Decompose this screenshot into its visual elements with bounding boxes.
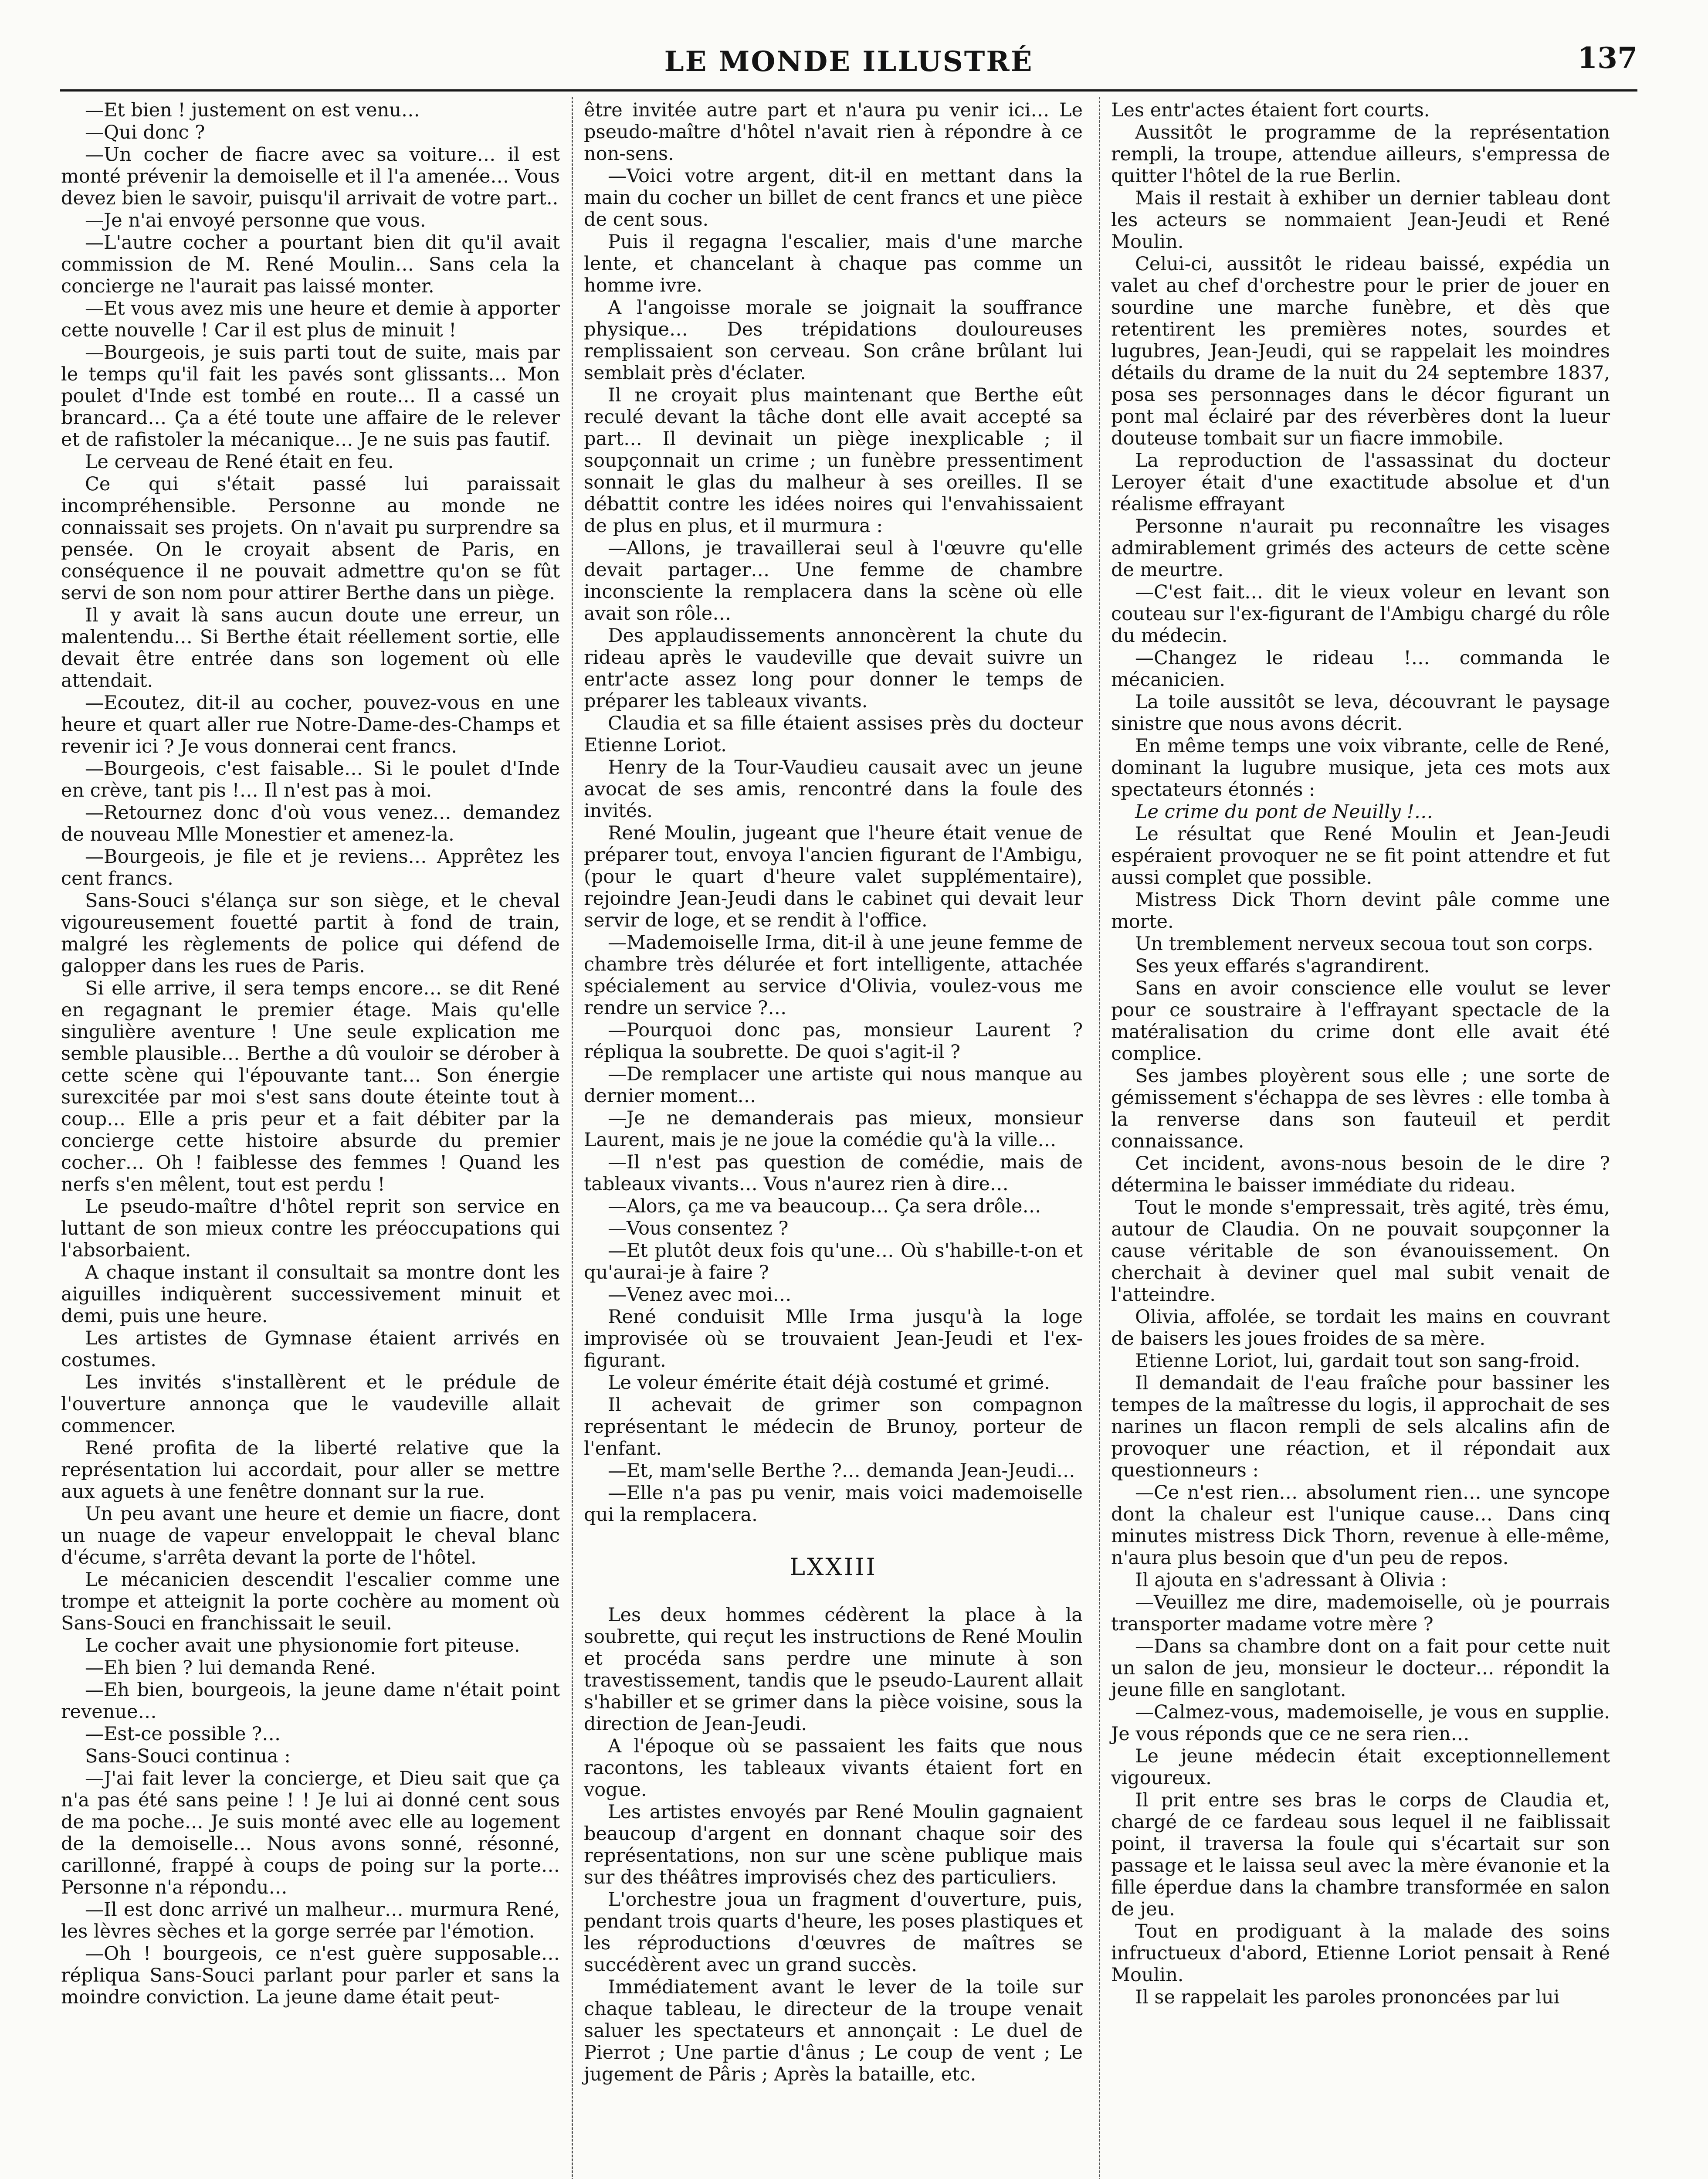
paragraph: —Et, mam'selle Berthe ?… demanda Jean-Jeudi…	[608, 1460, 1075, 1482]
paragraph: A l'angoisse morale se joignait la souffrance physique… Des trépidations douloureuses remplissaient son cerveau. Son crâne brûlant lui semblait près d'éclater.	[584, 297, 1083, 384]
paragraph: Puis il regagna l'escalier, mais d'une marche lente, et chancelant à chaque pas comme un homme ivre.	[584, 231, 1083, 296]
paragraph: —Et bien ! justement on est venu…	[85, 99, 420, 121]
paragraph: Mais il restait à exhiber un dernier tableau dont les acteurs se nommaient Jean-Jeudi et René Moulin.	[1111, 187, 1610, 253]
paragraph: —J'ai fait lever la concierge, et Dieu sait que ça n'a pas été sans peine ! ! Je lui ai donné cent sous de ma poche… Je suis monté avec elle au logement de la demoiselle… Nous avons sonné, résonné, carillonné, frappé à coups de poing sur la porte… Personne n'a répondu…	[61, 1768, 560, 1898]
paragraph: Sans-Souci s'élança sur son siège, et le cheval vigoureusement fouetté partit à fond de train, malgré les règlements de police qui défend de galopper dans les rues de Paris.	[61, 890, 560, 977]
page-header	[60, 40, 1637, 88]
paragraph: Il demandait de l'eau fraîche pour bassiner les tempes de la maîtresse du logis, il approchait de ses narines un flacon rempli de sels alcalins afin de provoquer une réaction, et il répondait aux questionneurs :	[1111, 1372, 1610, 1481]
paragraph: Le jeune médecin était exceptionnellement vigoureux.	[1111, 1745, 1610, 1789]
paragraph: —Bourgeois, je suis parti tout de suite, mais par le temps qu'il fait les pavés sont glissants… Mon poulet d'Inde est tombé en route… Il a cassé un brancard… Ça a été toute une affaire de le relever et de rafistoler la mécanique… Je ne suis pas fautif.	[61, 342, 560, 451]
header-rule	[60, 89, 1637, 92]
paragraph: —Qui donc ?	[85, 122, 205, 143]
paragraph: Le cocher avait une physionomie fort piteuse.	[85, 1635, 520, 1656]
paragraph: —Un cocher de fiacre avec sa voiture… il est monté prévenir la demoiselle et il l'a amenée… Vous devez bien le savoir, puisqu'il arrivait de votre part..	[61, 144, 560, 209]
paragraph: —Alors, ça me va beaucoup… Ça sera drôle…	[608, 1195, 1041, 1217]
paragraph: —C'est fait… dit le vieux voleur en levant son couteau sur l'ex-figurant de l'Ambigu chargé du rôle du médecin.	[1111, 581, 1610, 647]
paragraph: —Il n'est pas question de comédie, mais de tableaux vivants… Vous n'aurez rien à dire…	[584, 1151, 1083, 1195]
paragraph: —Eh bien ? lui demanda René.	[85, 1657, 376, 1679]
paragraph: —Changez le rideau !… commanda le mécanicien.	[1111, 647, 1610, 691]
paragraph: Il prit entre ses bras le corps de Claudia et, chargé de ce fardeau sous lequel il ne faiblissait point, il traversa la foule qui s'écartait sur son passage et le laissa seul avec la mère évanonie et la fille éperdue dans la chambre transformée en salon de jeu.	[1111, 1789, 1610, 1920]
paragraph: —Bourgeois, c'est faisable… Si le poulet d'Inde en crève, tant pis !… Il n'est pas à moi.	[61, 758, 560, 801]
page-number: 137	[1577, 41, 1637, 75]
paragraph: —Allons, je travaillerai seul à l'œuvre qu'elle devait partager… Une femme de chambre inconsciente la remplacera dans la scène où elle avait son rôle…	[584, 537, 1083, 625]
paragraph: Le mécanicien descendit l'escalier comme une trompe et atteignit la porte cochère au moment où Sans-Souci en franchissait le seuil.	[61, 1569, 560, 1634]
paragraph: Celui-ci, aussitôt le rideau baissé, expédia un valet au chef d'orchestre pour le prier de jouer en sourdine une marche funèbre, et dès que retentirent les premières notes, sourdes et lugubres, Jean-Jeudi, qui se rappelait les moindres détails du drame de la nuit du 24 septembre 1837, posa ses personnages dans le décor figurant un pont mal éclairé par des réverbères dont la lueur douteuse tombait sur un fiacre immobile.	[1111, 253, 1610, 449]
paragraph: Il ajouta en s'adressant à Olivia :	[1135, 1569, 1447, 1591]
paragraph: René conduisit Mlle Irma jusqu'à la loge improvisée où se trouvaient Jean-Jeudi et l'ex-figurant.	[584, 1306, 1083, 1371]
paragraph: Aussitôt le programme de la représentation rempli, la troupe, attendue ailleurs, s'empressa de quitter l'hôtel de la rue Berlin.	[1111, 122, 1610, 187]
text-column-3	[1111, 99, 1610, 2009]
paragraph: —Et vous avez mis une heure et demie à apporter cette nouvelle ! Car il est plus de minuit !	[61, 298, 560, 341]
paragraph: Les entr'actes étaient fort courts.	[1111, 99, 1430, 121]
paragraph: —Ecoutez, dit-il au cocher, pouvez-vous en une heure et quart aller rue Notre-Dame-des-Champs et revenir ici ? Je vous donnerai cent francs.	[61, 692, 560, 757]
paragraph: Ses yeux effarés s'agrandirent.	[1135, 955, 1430, 977]
paragraph: Tout le monde s'empressait, très agité, très ému, autour de Claudia. On ne pouvait soupçonner la cause véritable de son évanouissement. On cherchait à deviner quel mal subit venait de l'atteindre.	[1111, 1197, 1610, 1306]
paragraph: Sans-Souci continua :	[85, 1745, 291, 1767]
paragraph: Le pseudo-maître d'hôtel reprit son service en luttant de son mieux contre les préoccupations qui l'absorbaient.	[61, 1196, 560, 1261]
column-separator-2	[1099, 97, 1100, 2179]
paragraph: —Je n'ai envoyé personne que vous.	[85, 210, 426, 231]
paragraph: Mistress Dick Thorn devint pâle comme une morte.	[1111, 889, 1610, 933]
paragraph: A l'époque où se passaient les faits que nous racontons, les tableaux vivants étaient fort en vogue.	[584, 1735, 1083, 1801]
paragraph: —Et plutôt deux fois qu'une… Où s'habille-t-on et qu'aurai-je à faire ?	[584, 1240, 1083, 1283]
paragraph: Il achevait de grimer son compagnon représentant le médecin de Brunoy, porteur de l'enfant.	[584, 1394, 1083, 1459]
paragraph: Cet incident, avons-nous besoin de le dire ? détermina le baisser immédiate du rideau.	[1111, 1153, 1610, 1196]
paragraph: —Venez avec moi…	[608, 1284, 792, 1306]
paragraph: Des applaudissements annoncèrent la chute du rideau après le vaudeville que devait suivre un entr'acte assez long pour donner le temps de préparer les tableaux vivants.	[584, 625, 1083, 712]
column-separator-1	[572, 97, 573, 2179]
paragraph: —Ce n'est rien… absolument rien… une syncope dont la chaleur est l'unique cause… Dans cinq minutes mistress Dick Thorn, revenue à elle-même, n'aura plus besoin que d'un peu de repos.	[1111, 1482, 1610, 1569]
paragraph: Claudia et sa fille étaient assises près du docteur Etienne Loriot.	[584, 713, 1083, 756]
paragraph: La toile aussitôt se leva, découvrant le paysage sinistre que nous avons décrit.	[1111, 691, 1610, 735]
paragraph: Les artistes envoyés par René Moulin gagnaient beaucoup d'argent en donnant chaque soir des représentations, non sur une scène publique mais sur des théâtres improvisés chez des particuliers.	[584, 1801, 1083, 1888]
paragraph: —Calmez-vous, mademoiselle, je vous en supplie. Je vous réponds que ce ne sera rien…	[1111, 1701, 1610, 1745]
paragraph: Le résultat que René Moulin et Jean-Jeudi espéraient provoquer ne se fit point attendre et fut aussi complet que possible.	[1111, 823, 1610, 889]
paragraph: —Bourgeois, je file et je reviens… Apprêtez les cent francs.	[61, 846, 560, 889]
paragraph: —L'autre cocher a pourtant bien dit qu'il avait commission de M. René Moulin… Sans cela la concierge ne l'aurait pas laissé monter.	[61, 232, 560, 297]
paragraph: Les invités s'installèrent et le prédule de l'ouverture annonça que le vaudeville allait commencer.	[61, 1371, 560, 1437]
paragraph: Ce qui s'était passé lui paraissait incompréhensible. Personne au monde ne connaissait ses projets. On n'avait pu surprendre sa pensée. On le croyait absent de Paris, en conséquence il ne pouvait admettre qu'on se fût servi de son nom pour attirer Berthe dans un piège.	[61, 473, 560, 604]
paragraph: Henry de la Tour-Vaudieu causait avec un jeune avocat de ses amis, rencontré dans la foule des invités.	[584, 757, 1083, 822]
paragraph: René profita de la liberté relative que la représentation lui accordait, pour aller se mettre aux aguets à une fenêtre donnant sur la rue.	[61, 1437, 560, 1503]
paragraph: —Est-ce possible ?…	[85, 1723, 281, 1745]
paragraph: L'orchestre joua un fragment d'ouverture, puis, pendant trois quarts d'heure, les poses plastiques et les réproductions d'œuvres de maîtres se succédèrent avec un grand succès.	[584, 1889, 1083, 1976]
paragraph: —Mademoiselle Irma, dit-il à une jeune femme de chambre très délurée et fort intelligente, attachée spécialement au service d'Olivia, voulez-vous me rendre un service ?…	[584, 932, 1083, 1019]
paragraph: Un peu avant une heure et demie un fiacre, dont un nuage de vapeur enveloppait le cheval blanc d'écume, s'arrêta devant la porte de l'hôtel.	[61, 1503, 560, 1568]
italic-exclamation: Le crime du pont de Neuilly !…	[1135, 801, 1433, 823]
paragraph: Il ne croyait plus maintenant que Berthe eût reculé devant la tâche dont elle avait accepté sa part… Il devinait un piège inexplicable ; il soupçonnait un crime ; un funèbre pressentiment sonnait le glas du malheur à ses oreilles. Il se débattit contre les idées noires qui l'envahissaient de plus en plus, et il murmura :	[584, 384, 1083, 537]
paragraph: Les deux hommes cédèrent la place à la soubrette, qui reçut les instructions de René Moulin et procéda sans perdre une minute à son travestissement, tandis que le pseudo-Laurent allait s'habiller et se grimer dans la pièce voisine, sous la direction de Jean-Jeudi.	[584, 1604, 1083, 1735]
paragraph: —Veuillez me dire, mademoiselle, où je pourrais transporter madame votre mère ?	[1111, 1592, 1610, 1635]
paragraph: Il se rappelait les paroles prononcées par lui	[1135, 1986, 1560, 2008]
paragraph: —Eh bien, bourgeois, la jeune dame n'était point revenue…	[61, 1679, 560, 1723]
masthead-title: LE MONDE ILLUSTRÉ	[664, 45, 1034, 78]
text-column-1	[61, 99, 560, 2009]
paragraph: Ses jambes ployèrent sous elle ; une sorte de gémissement s'échappa de ses lèvres : elle tomba à la renverse dans son fauteuil et perdit connaissance.	[1111, 1065, 1610, 1152]
paragraph: Personne n'aurait pu reconnaître les visages admirablement grimés des acteurs de cette scène de meurtre.	[1111, 516, 1610, 581]
paragraph: En même temps une voix vibrante, celle de René, dominant la lugubre musique, jeta ces mots aux spectateurs étonnés :	[1111, 735, 1610, 801]
paragraph: Immédiatement avant le lever de la toile sur chaque tableau, le directeur de la troupe venait saluer les spectateurs et annonçait : Le duel de Pierrot ; Une partie d'ânus ; Le coup de vent ; Le jugement de Pâris ; Après la bataille, etc.	[584, 1976, 1083, 2085]
paragraph: Le cerveau de René était en feu.	[85, 451, 394, 473]
paragraph: —Pourquoi donc pas, monsieur Laurent ? répliqua la soubrette. De quoi s'agit-il ?	[584, 1019, 1083, 1063]
paragraph: —Voici votre argent, dit-il en mettant dans la main du cocher un billet de cent francs et une pièce de cent sous.	[584, 165, 1083, 231]
paragraph: Il y avait là sans aucun doute une erreur, un malentendu… Si Berthe était réellement sortie, elle devait être entrée dans son logement où elle attendait.	[61, 604, 560, 692]
paragraph: être invitée autre part et n'aura pu venir ici… Le pseudo-maître d'hôtel n'avait rien à répondre à ce non-sens.	[584, 99, 1083, 165]
paragraph: —Oh ! bourgeois, ce n'est guère supposable… répliqua Sans-Souci parlant pour parler et sans la moindre conviction. La jeune dame était peut-	[61, 1943, 560, 2008]
paragraph: A chaque instant il consultait sa montre dont les aiguilles indiquèrent successivement minuit et demi, puis une heure.	[61, 1262, 560, 1327]
paragraph: René Moulin, jugeant que l'heure était venue de préparer tout, envoya l'ancien figurant de l'Ambigu, (pour le quart d'heure valet supplémentaire), rejoindre Jean-Jeudi dans le cabinet qui devait leur servir de loge, et se rendit à l'office.	[584, 822, 1083, 931]
paragraph: Olivia, affolée, se tordait les mains en couvrant de baisers les joues froides de sa mère.	[1111, 1306, 1610, 1350]
chapter-heading: LXXIII	[790, 1553, 877, 1581]
paragraph: Etienne Loriot, lui, gardait tout son sang-froid.	[1135, 1350, 1580, 1372]
paragraph: —De remplacer une artiste qui nous manque au dernier moment…	[584, 1063, 1083, 1107]
paragraph: —Retournez donc d'où vous venez… demandez de nouveau Mlle Monestier et amenez-la.	[61, 802, 560, 845]
paragraph: Sans en avoir conscience elle voulut se lever pour ce soustraire à l'effrayant spectacle de la matéralisation du crime dont elle avait été complice.	[1111, 977, 1610, 1065]
paragraph: Le voleur émérite était déjà costumé et grimé.	[608, 1372, 1051, 1394]
paragraph: La reproduction de l'assassinat du docteur Leroyer était d'une exactitude absolue et d'un réalisme effrayant	[1111, 450, 1610, 515]
text-column-2	[584, 99, 1083, 2086]
paragraph: —Elle n'a pas pu venir, mais voici mademoiselle qui la remplacera.	[584, 1482, 1083, 1526]
paragraph: —Il est donc arrivé un malheur… murmura René, les lèvres sèches et la gorge serrée par l'émotion.	[61, 1899, 560, 1942]
paragraph: Si elle arrive, il sera temps encore… se dit René en regagnant le premier étage. Mais qu'elle singulière aventure ! Une seule explication me semble plausible… Berthe a dû vouloir se dérober à cette scène qui l'épouvante tant… Son énergie surexcitée par moi s'est sans doute éteinte tout à coup… Elle a pris peur et a fait débiter par la concierge cette histoire absurde du premier cocher… Oh ! faiblesse des femmes ! Quand les nerfs s'en mêlent, tout est perdu !	[61, 977, 560, 1195]
paragraph: Tout en prodiguant à la malade des soins infructueux d'abord, Etienne Loriot pensait à René Moulin.	[1111, 1921, 1610, 1986]
paragraph: —Je ne demanderais pas mieux, monsieur Laurent, mais je ne joue la comédie qu'à la ville…	[584, 1107, 1083, 1151]
paragraph: —Vous consentez ?	[608, 1218, 789, 1239]
paragraph: Un tremblement nerveux secoua tout son corps.	[1135, 933, 1593, 955]
paragraph: Les artistes de Gymnase étaient arrivés en costumes.	[61, 1327, 560, 1371]
paragraph: —Dans sa chambre dont on a fait pour cette nuit un salon de jeu, monsieur le docteur… répondit la jeune fille en sanglotant.	[1111, 1636, 1610, 1701]
